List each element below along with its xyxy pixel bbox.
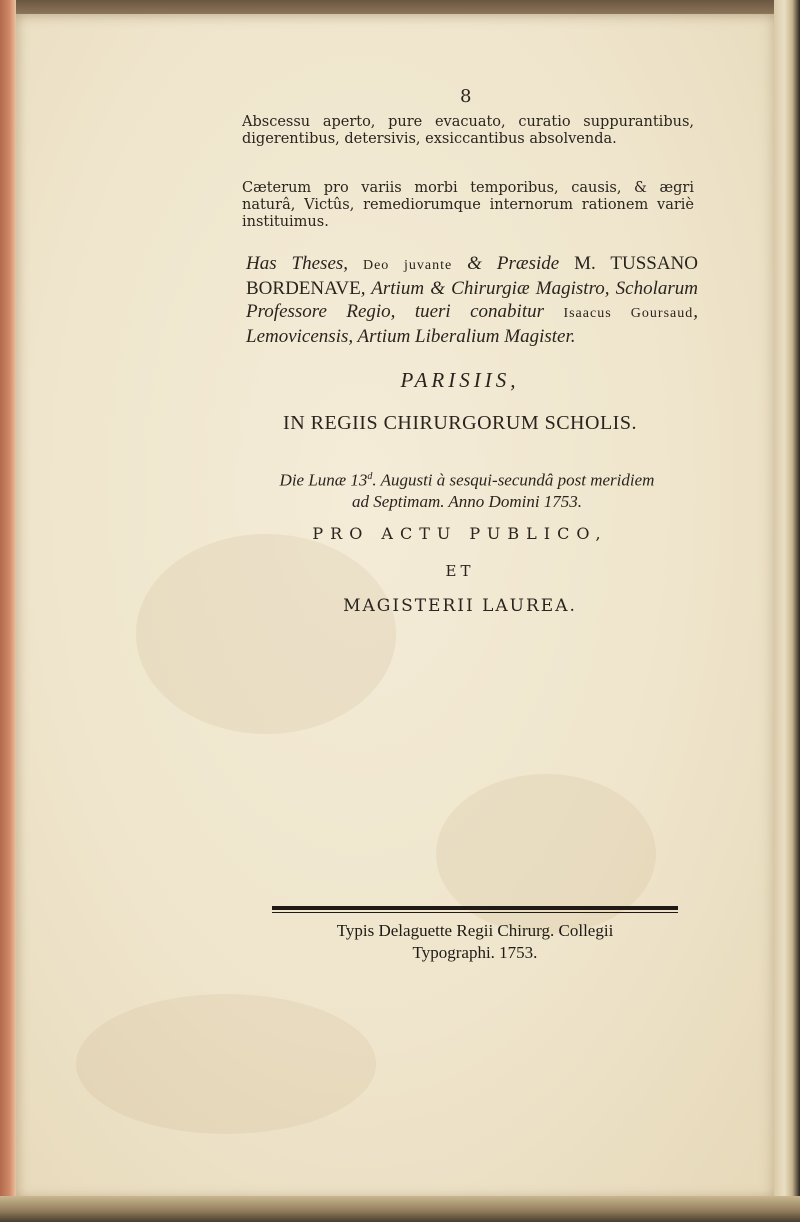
imprint-rule-thin xyxy=(272,912,678,913)
laurea-heading: MAGISTERII LAUREA. xyxy=(343,596,577,616)
imprint-rule-thick xyxy=(272,906,678,910)
imprint-line-1: Typis Delaguette Regii Chirurg. Collegii xyxy=(336,921,614,940)
date-line-2: ad Septimam. Anno Domini 1753. xyxy=(351,491,583,511)
praeside-pre: & Præside xyxy=(452,253,575,274)
paper-stain xyxy=(76,994,376,1134)
printer-imprint xyxy=(262,920,688,964)
defendant-desc: , Lemovicensis, Artium Liberalium Magister. xyxy=(246,301,698,347)
date-ordinal: d xyxy=(367,471,373,482)
date-line xyxy=(232,466,702,512)
place-heading: PARISIIS, xyxy=(400,368,520,392)
date-line-1 xyxy=(232,466,702,491)
date-rest: . Augusti à sesqui-secundâ post meridiem xyxy=(372,470,655,490)
et-heading: ET xyxy=(445,562,475,580)
imprint-line-2: Typographi. 1753. xyxy=(412,943,538,962)
page-number: 8 xyxy=(460,86,472,107)
theses-intro: Has Theses, xyxy=(246,253,363,274)
defendant-name: Isaacus Goursaud xyxy=(563,306,694,321)
paragraph-caeterum: Cæterum pro variis morbi temporibus, causis, & ægri naturâ, Victûs, remediorumque internorum rationem variè instituimus. xyxy=(242,180,694,230)
deo-juvante: Deo juvante xyxy=(362,258,453,273)
praeside-name: M. TUSSANO BORDENAVE xyxy=(246,253,698,299)
right-page-edge xyxy=(774,0,800,1222)
theses-statement xyxy=(246,252,698,348)
praeside-title: , Artium & Chirurgiæ Magistro, Scholarum Professore Regio, tueri conabitur xyxy=(246,278,698,322)
schools-heading: IN REGIIS CHIRURGORUM SCHOLIS. xyxy=(283,412,637,434)
left-binding-edge xyxy=(0,0,16,1222)
actu-publico-heading: PRO ACTU PUBLICO, xyxy=(312,524,608,543)
date-day: Die Lunæ 13 xyxy=(279,470,368,490)
paper-stain xyxy=(436,774,656,934)
paragraph-abscessu: Abscessu aperto, pure evacuato, curatio suppurantibus, digerentibus, detersivis, exsiccantibus absolvenda. xyxy=(242,114,694,147)
book-bottom-edge xyxy=(0,1196,800,1222)
